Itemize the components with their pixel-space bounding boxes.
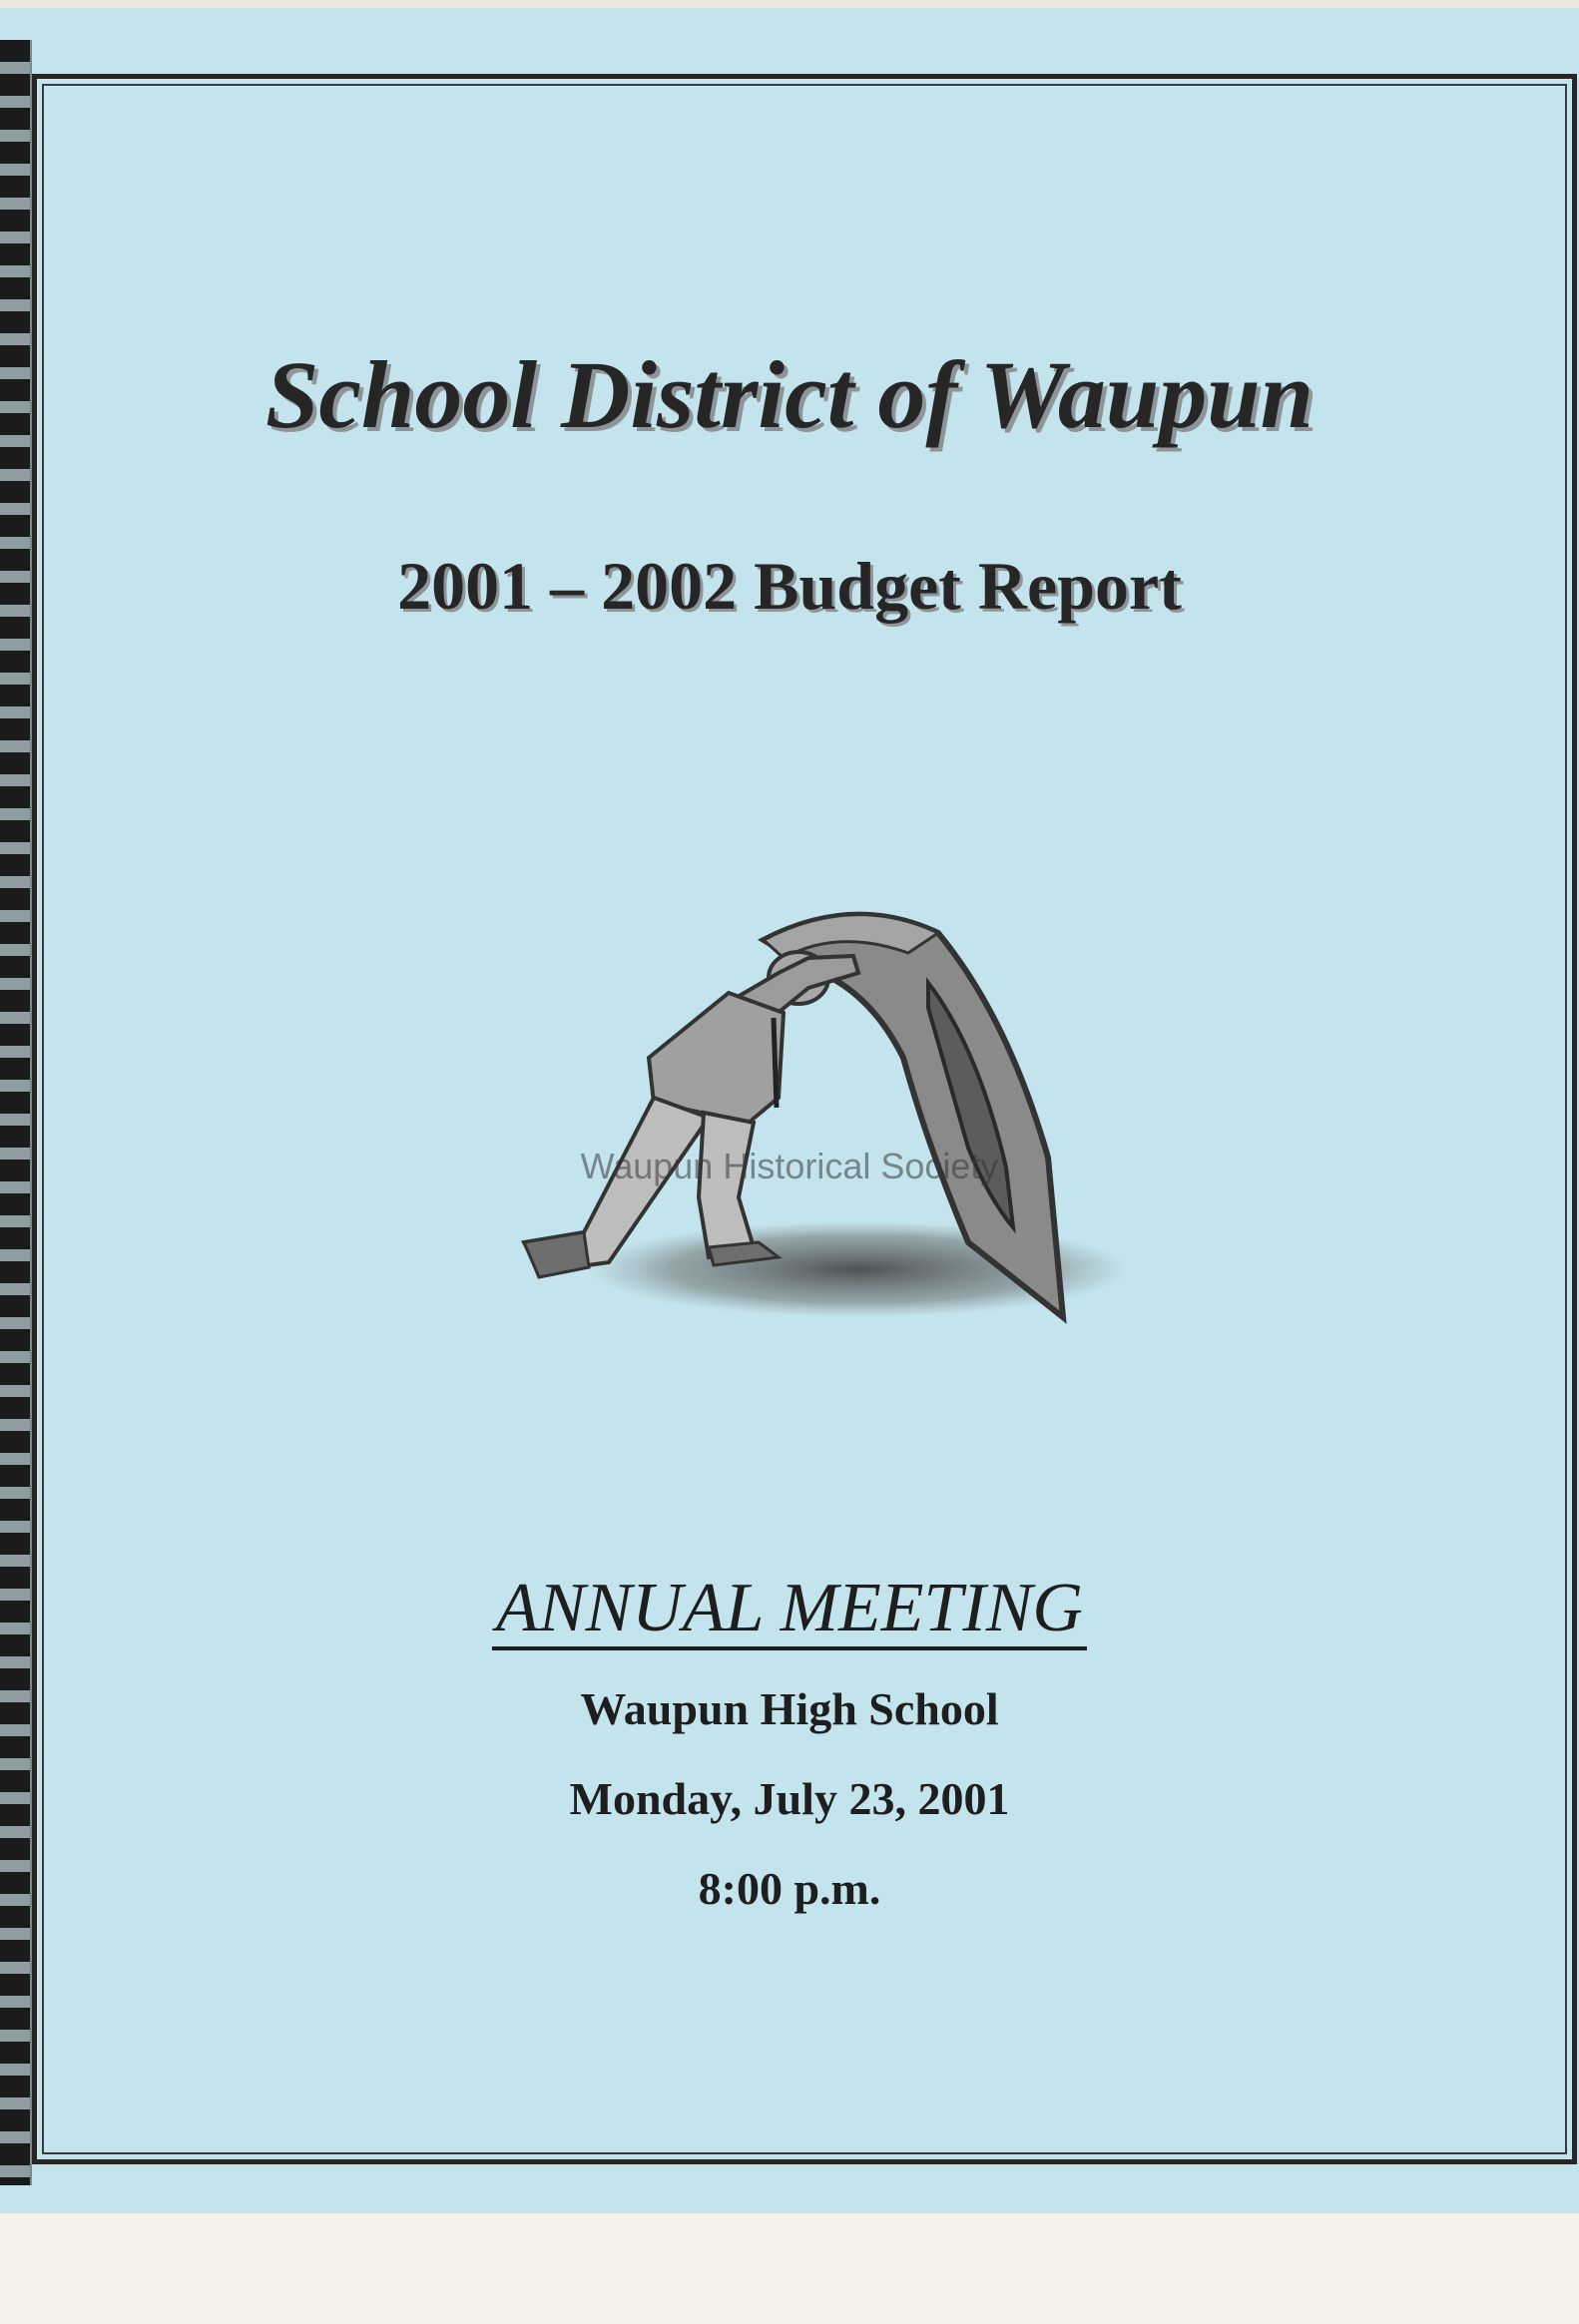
meeting-location: Waupun High School [580, 1683, 999, 1734]
meeting-date: Monday, July 23, 2001 [569, 1773, 1010, 1824]
watermark: Waupun Historical Society [580, 1146, 999, 1186]
person-pushing-shield-icon [509, 898, 1128, 1347]
meeting-heading [0, 1569, 1579, 1648]
meeting-time: 8:00 p.m. [698, 1863, 881, 1914]
meeting-heading-text: ANNUAL MEETING [492, 1570, 1087, 1650]
document-title: School District of Waupun [264, 341, 1315, 448]
report-subtitle: 2001 – 2002 Budget Report [397, 548, 1182, 624]
scan-edge [0, 0, 1579, 8]
